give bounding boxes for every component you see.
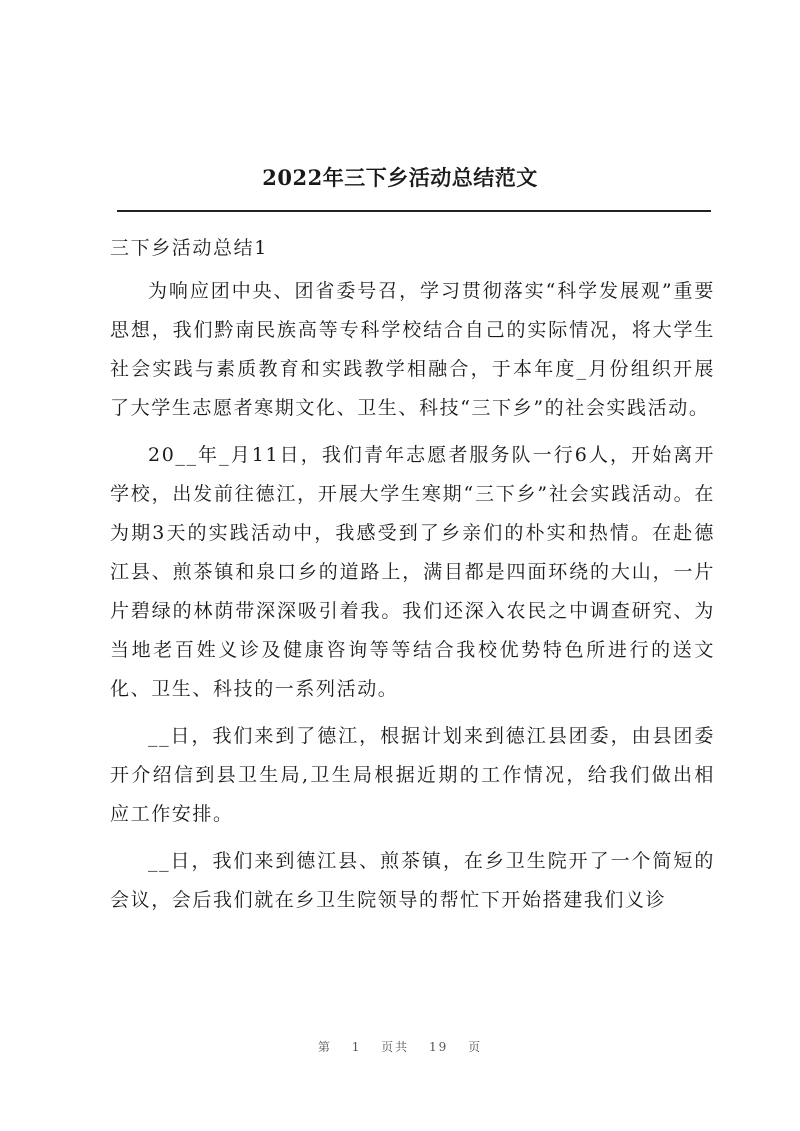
footer-suffix: 页 (468, 1040, 483, 1054)
paragraph-1: 为响应团中央、团省委号召，学习贯彻落实“科学发展观”重要思想，我们黔南民族高等专科学校结合自己的实际情况，将大学生社会实践与素质教育和实践教学相融合，于本年度_月份组织开展了大学生志愿者寒期文化、卫生、科技“三下乡”的社会实践活动。 (110, 280, 715, 419)
footer-total-pages: 19 (429, 1040, 449, 1054)
paragraph-2: 20__年_月11日，我们青年志愿者服务队一行6人，开始离开学校，出发前往德江，开展大学生寒期“三下乡”社会实践活动。在为期3天的实践活动中，我感受到了乡亲们的朴实和热情。在赴德江县、煎茶镇和泉口乡的道路上，满目都是四面环绕的大山，一片片碧绿的林荫带深深吸引着我。我们还深入农民之中调查研究、为当地老百姓义诊及健康咨询等等结合我校优势特色所进行的送文化、卫生、科技的一系列活动。 (110, 444, 715, 700)
paragraph-4: __日，我们来到德江县、煎茶镇，在乡卫生院开了一个简短的会议，会后我们就在乡卫生院领导的帮忙下开始搭建我们义诊 (110, 850, 715, 911)
document-body (110, 229, 715, 920)
footer-middle: 页共 (381, 1040, 410, 1054)
document-title: 2022年三下乡活动总结范文 (262, 165, 538, 190)
section-heading: 三下乡活动总结1 (110, 237, 268, 259)
title-divider (117, 210, 711, 212)
footer-page-number: 1 (351, 1040, 362, 1054)
paragraph-3: __日，我们来到了德江，根据计划来到德江县团委，由县团委开介绍信到县卫生局,卫生局根据近期的工作情况，给我们做出相应工作安排。 (110, 725, 715, 825)
footer-prefix: 第 (317, 1040, 332, 1054)
page-footer (0, 1038, 800, 1055)
